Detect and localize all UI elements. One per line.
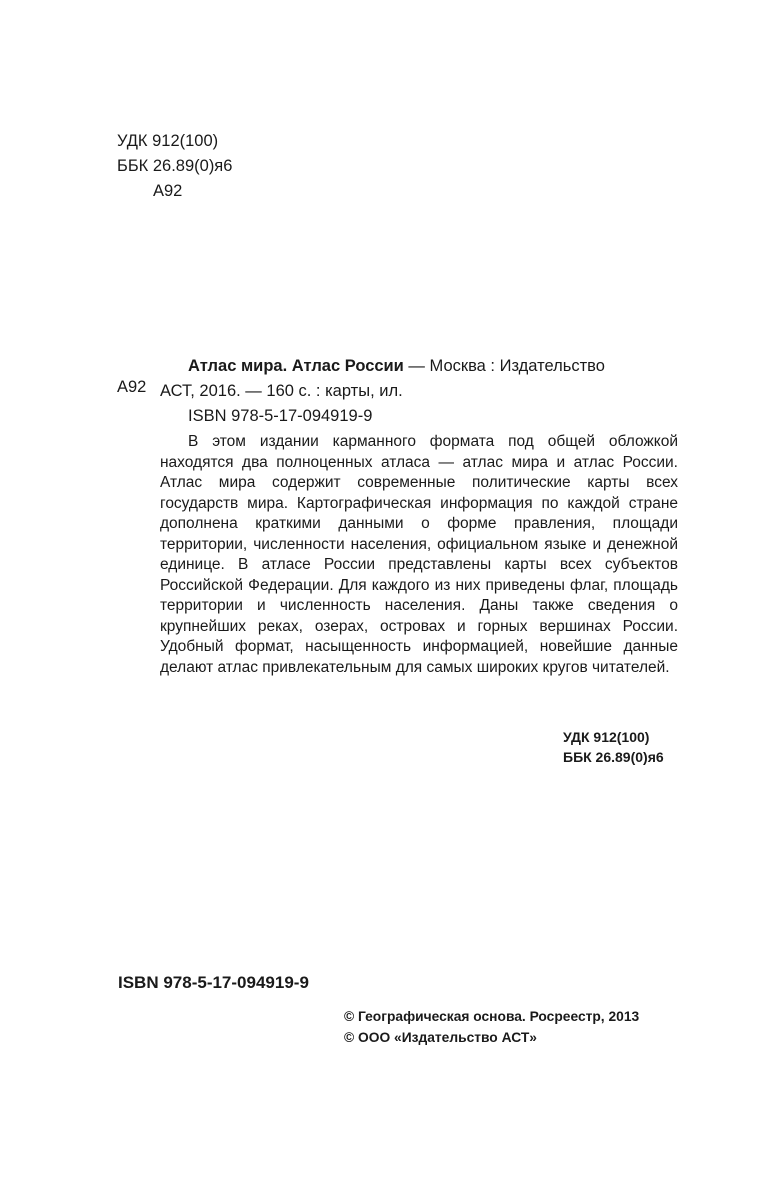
udk-code-bottom: УДК 912(100) — [563, 729, 650, 745]
author-mark: А92 — [153, 182, 183, 200]
udk-code: УДК 912(100) — [117, 132, 219, 150]
bibliographic-entry — [160, 354, 678, 429]
copyright-block — [344, 1006, 639, 1048]
publisher-start: — Москва : Издательство — [403, 357, 605, 375]
classification-codes-top — [117, 129, 232, 204]
bbk-code-bottom: ББК 26.89(0)я6 — [563, 749, 664, 765]
annotation-text: В этом издании карманного формата под общей обложкой находятся два полноценных атласа — атлас мира и атлас России. Атлас мира содержит современные политические карты всех государств мира. Картографическая информация по каждой стране дополнена краткими данными о форме правления, площади территории, численности населения, официальном языке и денежной единице. В атласе России представлены карты всех субъектов Российской Федерации. Для каждого из них приведены флаг, площадь территории и численность населения. Даны также сведения о крупнейших реках, озерах, островах и горных вершинах России. Удобный формат, насыщенность информацией, новейшие данные делают атлас привлекательным для самых широких кругов читателей. — [160, 433, 678, 676]
entry-author-mark: А92 — [117, 378, 147, 396]
isbn-bottom: ISBN 978-5-17-094919-9 — [118, 973, 309, 992]
book-title: Атлас мира. Атлас России — [188, 357, 404, 375]
copyright-line-2: © ООО «Издательство АСТ» — [344, 1030, 537, 1045]
entry-line-1 — [160, 354, 678, 379]
entry-isbn: ISBN 978-5-17-094919-9 — [188, 407, 373, 425]
entry-line-2: АСТ, 2016. — 160 с. : карты, ил. — [160, 382, 403, 400]
bbk-code: ББК 26.89(0)я6 — [117, 157, 233, 175]
classification-codes-bottom — [563, 727, 664, 767]
copyright-line-1: © Географическая основа. Росреестр, 2013 — [344, 1009, 640, 1024]
